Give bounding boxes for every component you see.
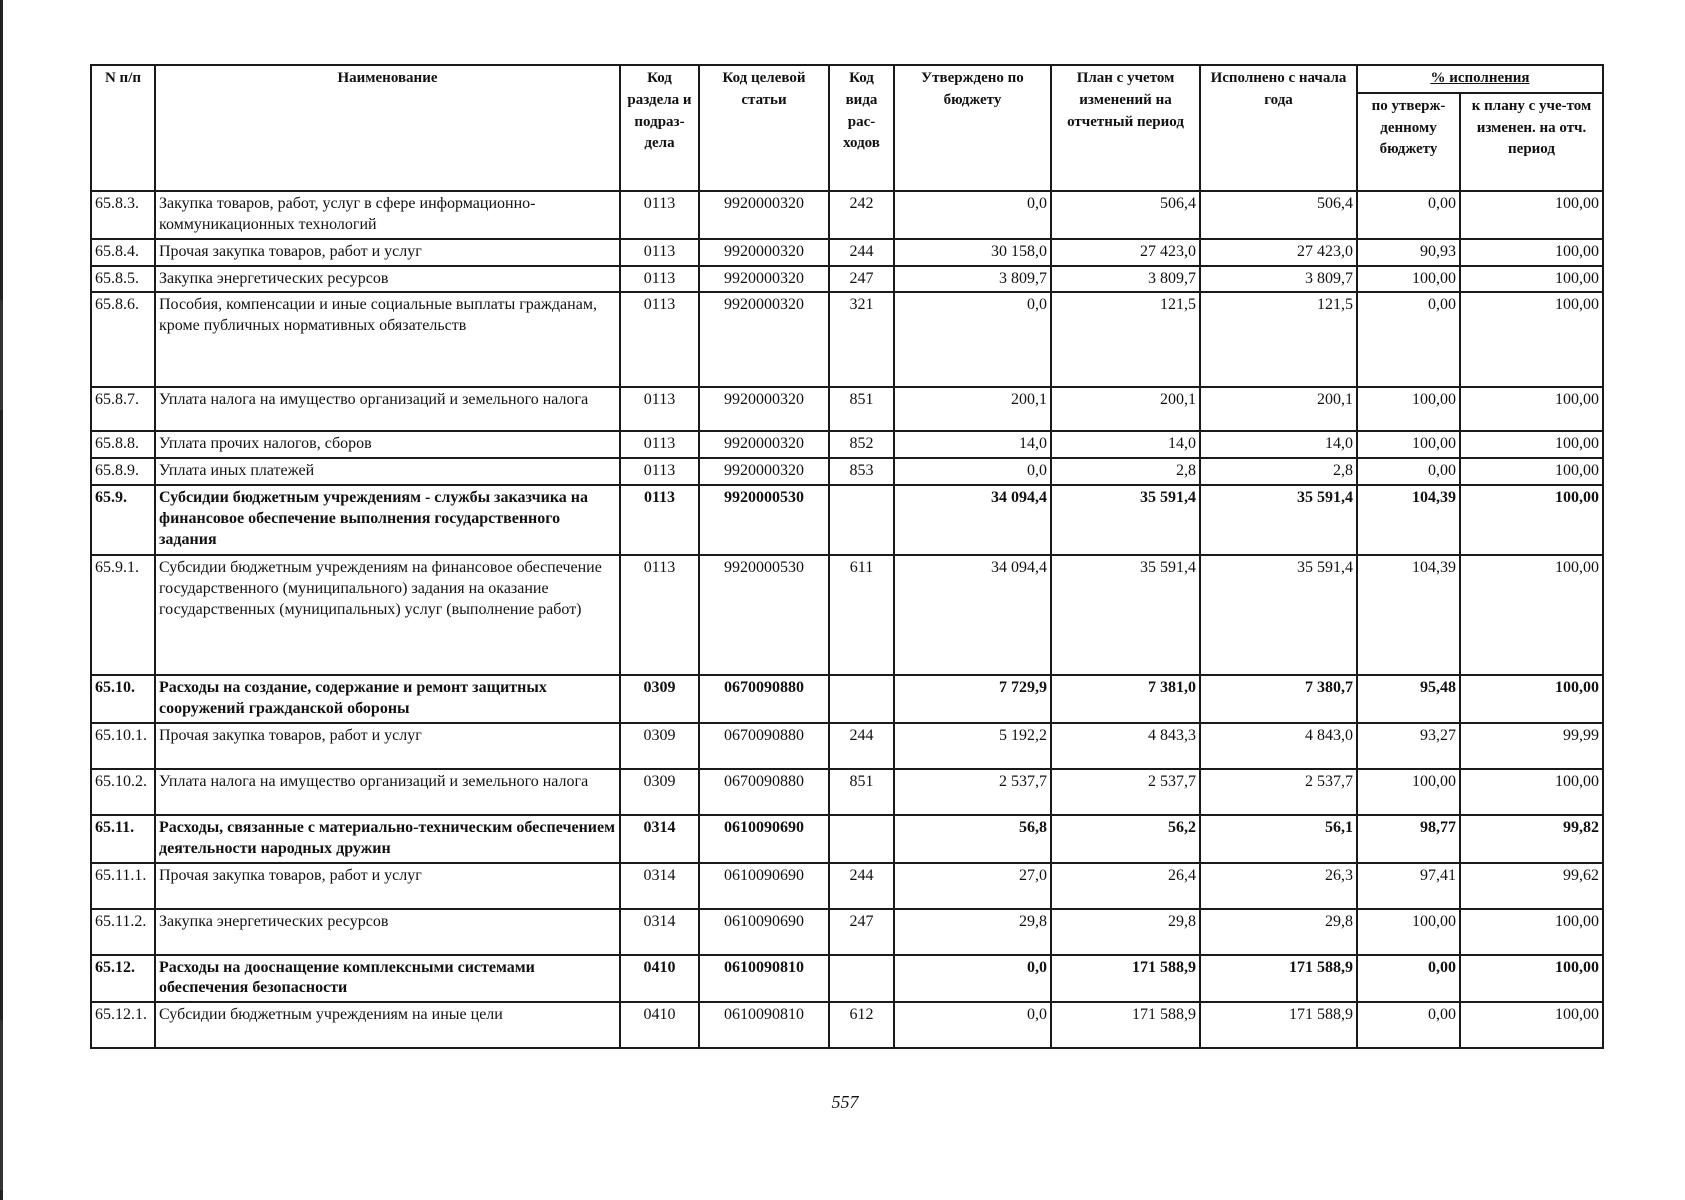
- header-plan: План с учетом изменений на отчетный период: [1051, 65, 1200, 191]
- row-pct-plan: 100,00: [1460, 1002, 1603, 1048]
- row-section-code: 0410: [620, 1002, 699, 1048]
- table-row: [91, 909, 1603, 955]
- table-row: [91, 815, 1603, 863]
- row-target-code: 9920000320: [699, 458, 829, 485]
- row-plan-amount: 3 809,7: [1051, 266, 1200, 293]
- row-target-code: 0610090810: [699, 955, 829, 1003]
- table-row: [91, 863, 1603, 909]
- row-expense-kind-code: 242: [829, 191, 894, 239]
- row-target-code: 9920000320: [699, 292, 829, 387]
- table-row: [91, 239, 1603, 266]
- table-header: [91, 65, 1603, 191]
- row-pct-budget: 0,00: [1357, 1002, 1460, 1048]
- table-row: [91, 292, 1603, 387]
- row-plan-amount: 29,8: [1051, 909, 1200, 955]
- row-pct-plan: 99,99: [1460, 723, 1603, 769]
- row-approved-amount: 30 158,0: [894, 239, 1051, 266]
- budget-execution-table: [90, 64, 1604, 1049]
- row-approved-amount: 34 094,4: [894, 555, 1051, 675]
- row-executed-amount: 7 380,7: [1200, 675, 1357, 723]
- row-name: Расходы на создание, содержание и ремонт защитных сооружений гражданской обороны: [155, 675, 620, 723]
- row-plan-amount: 14,0: [1051, 431, 1200, 458]
- row-target-code: 0670090880: [699, 675, 829, 723]
- header-expense-kind-code: Код вида рас-ходов: [829, 65, 894, 191]
- row-executed-amount: 121,5: [1200, 292, 1357, 387]
- row-approved-amount: 5 192,2: [894, 723, 1051, 769]
- row-section-code: 0314: [620, 815, 699, 863]
- row-section-code: 0113: [620, 431, 699, 458]
- row-pct-plan: 100,00: [1460, 458, 1603, 485]
- row-pct-budget: 90,93: [1357, 239, 1460, 266]
- table-row: [91, 387, 1603, 431]
- row-name: Расходы на дооснащение комплексными системами обеспечения безопасности: [155, 955, 620, 1003]
- row-approved-amount: 0,0: [894, 191, 1051, 239]
- row-pct-plan: 100,00: [1460, 485, 1603, 555]
- row-pct-plan: 100,00: [1460, 191, 1603, 239]
- row-expense-kind-code: 852: [829, 431, 894, 458]
- row-plan-amount: 2,8: [1051, 458, 1200, 485]
- header-section-code: Код раздела и подраз-дела: [620, 65, 699, 191]
- row-number: 65.9.: [91, 485, 155, 555]
- header-executed: Исполнено с начала года: [1200, 65, 1357, 191]
- row-pct-budget: 0,00: [1357, 191, 1460, 239]
- row-approved-amount: 200,1: [894, 387, 1051, 431]
- row-target-code: 0670090880: [699, 723, 829, 769]
- row-number: 65.12.1.: [91, 1002, 155, 1048]
- table-row: [91, 458, 1603, 485]
- row-name: Прочая закупка товаров, работ и услуг: [155, 863, 620, 909]
- row-expense-kind-code: 611: [829, 555, 894, 675]
- row-name: Уплата налога на имущество организаций и земельного налога: [155, 769, 620, 815]
- table-row: [91, 191, 1603, 239]
- table-body: [91, 191, 1603, 1048]
- row-approved-amount: 0,0: [894, 458, 1051, 485]
- header-execution-percent: % исполнения: [1357, 65, 1603, 93]
- row-expense-kind-code: 851: [829, 769, 894, 815]
- row-number: 65.11.2.: [91, 909, 155, 955]
- row-section-code: 0113: [620, 239, 699, 266]
- row-target-code: 9920000320: [699, 387, 829, 431]
- row-expense-kind-code: 244: [829, 863, 894, 909]
- row-section-code: 0309: [620, 675, 699, 723]
- row-name: Закупка товаров, работ, услуг в сфере информационно-коммуникационных технологий: [155, 191, 620, 239]
- table-row: [91, 485, 1603, 555]
- row-pct-budget: 98,77: [1357, 815, 1460, 863]
- row-plan-amount: 35 591,4: [1051, 555, 1200, 675]
- row-target-code: 0610090690: [699, 815, 829, 863]
- row-approved-amount: 56,8: [894, 815, 1051, 863]
- row-plan-amount: 35 591,4: [1051, 485, 1200, 555]
- row-number: 65.10.1.: [91, 723, 155, 769]
- row-expense-kind-code: [829, 675, 894, 723]
- row-section-code: 0113: [620, 485, 699, 555]
- row-executed-amount: 27 423,0: [1200, 239, 1357, 266]
- row-pct-budget: 104,39: [1357, 555, 1460, 675]
- row-pct-budget: 100,00: [1357, 431, 1460, 458]
- row-pct-plan: 100,00: [1460, 266, 1603, 293]
- row-name: Субсидии бюджетным учреждениям на финансовое обеспечение государственного (муниципального) задания на оказание государственных (муниципальных) услуг (выполнение работ): [155, 555, 620, 675]
- row-pct-budget: 100,00: [1357, 266, 1460, 293]
- row-target-code: 9920000320: [699, 431, 829, 458]
- row-name: Пособия, компенсации и иные социальные выплаты гражданам, кроме публичных нормативных обязательств: [155, 292, 620, 387]
- row-number: 65.8.3.: [91, 191, 155, 239]
- row-executed-amount: 4 843,0: [1200, 723, 1357, 769]
- row-section-code: 0113: [620, 555, 699, 675]
- row-approved-amount: 34 094,4: [894, 485, 1051, 555]
- row-approved-amount: 0,0: [894, 1002, 1051, 1048]
- row-name: Прочая закупка товаров, работ и услуг: [155, 723, 620, 769]
- row-target-code: 9920000320: [699, 191, 829, 239]
- row-expense-kind-code: 244: [829, 723, 894, 769]
- table-row: [91, 1002, 1603, 1048]
- row-approved-amount: 7 729,9: [894, 675, 1051, 723]
- row-number: 65.9.1.: [91, 555, 155, 675]
- header-name: Наименование: [155, 65, 620, 191]
- row-name: Закупка энергетических ресурсов: [155, 909, 620, 955]
- row-expense-kind-code: 851: [829, 387, 894, 431]
- row-section-code: 0113: [620, 292, 699, 387]
- row-section-code: 0113: [620, 266, 699, 293]
- row-expense-kind-code: 247: [829, 266, 894, 293]
- row-executed-amount: 26,3: [1200, 863, 1357, 909]
- row-pct-plan: 100,00: [1460, 769, 1603, 815]
- row-plan-amount: 7 381,0: [1051, 675, 1200, 723]
- row-number: 65.8.5.: [91, 266, 155, 293]
- row-pct-plan: 99,62: [1460, 863, 1603, 909]
- row-number: 65.8.8.: [91, 431, 155, 458]
- row-target-code: 0610090690: [699, 909, 829, 955]
- table-row: [91, 431, 1603, 458]
- row-expense-kind-code: 612: [829, 1002, 894, 1048]
- row-executed-amount: 506,4: [1200, 191, 1357, 239]
- row-plan-amount: 171 588,9: [1051, 955, 1200, 1003]
- row-plan-amount: 4 843,3: [1051, 723, 1200, 769]
- row-pct-budget: 0,00: [1357, 458, 1460, 485]
- row-pct-budget: 100,00: [1357, 909, 1460, 955]
- row-pct-budget: 93,27: [1357, 723, 1460, 769]
- row-target-code: 0610090690: [699, 863, 829, 909]
- row-number: 65.8.9.: [91, 458, 155, 485]
- row-executed-amount: 2 537,7: [1200, 769, 1357, 815]
- row-name: Субсидии бюджетным учреждениям на иные цели: [155, 1002, 620, 1048]
- row-number: 65.8.6.: [91, 292, 155, 387]
- row-plan-amount: 27 423,0: [1051, 239, 1200, 266]
- row-executed-amount: 3 809,7: [1200, 266, 1357, 293]
- row-target-code: 0610090810: [699, 1002, 829, 1048]
- row-expense-kind-code: [829, 485, 894, 555]
- row-plan-amount: 506,4: [1051, 191, 1200, 239]
- table-row: [91, 769, 1603, 815]
- row-approved-amount: 3 809,7: [894, 266, 1051, 293]
- row-pct-plan: 100,00: [1460, 675, 1603, 723]
- row-name: Прочая закупка товаров, работ и услуг: [155, 239, 620, 266]
- row-approved-amount: 2 537,7: [894, 769, 1051, 815]
- row-name: Уплата налога на имущество организаций и земельного налога: [155, 387, 620, 431]
- scan-artifact-mark: [0, 1020, 3, 1190]
- row-approved-amount: 29,8: [894, 909, 1051, 955]
- header-target-code: Код целевой статьи: [699, 65, 829, 191]
- row-pct-plan: 100,00: [1460, 387, 1603, 431]
- table-row: [91, 266, 1603, 293]
- row-section-code: 0314: [620, 909, 699, 955]
- row-number: 65.11.: [91, 815, 155, 863]
- row-target-code: 9920000530: [699, 555, 829, 675]
- row-pct-budget: 95,48: [1357, 675, 1460, 723]
- table-row: [91, 555, 1603, 675]
- row-section-code: 0314: [620, 863, 699, 909]
- row-plan-amount: 26,4: [1051, 863, 1200, 909]
- row-approved-amount: 27,0: [894, 863, 1051, 909]
- table-row: [91, 675, 1603, 723]
- row-pct-budget: 100,00: [1357, 387, 1460, 431]
- row-plan-amount: 56,2: [1051, 815, 1200, 863]
- row-expense-kind-code: [829, 955, 894, 1003]
- table-row: [91, 723, 1603, 769]
- row-pct-budget: 0,00: [1357, 955, 1460, 1003]
- row-pct-budget: 100,00: [1357, 769, 1460, 815]
- row-section-code: 0410: [620, 955, 699, 1003]
- row-name: Расходы, связанные с материально-техническим обеспечением деятельности народных дружин: [155, 815, 620, 863]
- row-number: 65.8.7.: [91, 387, 155, 431]
- row-section-code: 0113: [620, 191, 699, 239]
- row-target-code: 9920000320: [699, 266, 829, 293]
- row-expense-kind-code: 244: [829, 239, 894, 266]
- row-pct-plan: 100,00: [1460, 431, 1603, 458]
- table-row: [91, 955, 1603, 1003]
- row-pct-plan: 100,00: [1460, 555, 1603, 675]
- page-number: 557: [831, 1092, 859, 1112]
- row-plan-amount: 171 588,9: [1051, 1002, 1200, 1048]
- row-target-code: 9920000320: [699, 239, 829, 266]
- row-pct-plan: 100,00: [1460, 239, 1603, 266]
- row-approved-amount: 14,0: [894, 431, 1051, 458]
- row-plan-amount: 200,1: [1051, 387, 1200, 431]
- row-executed-amount: 35 591,4: [1200, 485, 1357, 555]
- header-approved: Утверждено по бюджету: [894, 65, 1051, 191]
- row-approved-amount: 0,0: [894, 955, 1051, 1003]
- row-pct-plan: 100,00: [1460, 292, 1603, 387]
- row-executed-amount: 35 591,4: [1200, 555, 1357, 675]
- header-pct-budget: по утверж-денному бюджету: [1357, 93, 1460, 191]
- row-pct-budget: 104,39: [1357, 485, 1460, 555]
- budget-report-sheet: [90, 64, 1604, 1049]
- row-pct-budget: 0,00: [1357, 292, 1460, 387]
- row-name: Уплата прочих налогов, сборов: [155, 431, 620, 458]
- row-number: 65.10.2.: [91, 769, 155, 815]
- row-expense-kind-code: [829, 815, 894, 863]
- row-expense-kind-code: 247: [829, 909, 894, 955]
- row-executed-amount: 200,1: [1200, 387, 1357, 431]
- row-number: 65.10.: [91, 675, 155, 723]
- scan-artifact-mark: [0, 300, 3, 410]
- row-number: 65.12.: [91, 955, 155, 1003]
- row-target-code: 0670090880: [699, 769, 829, 815]
- row-section-code: 0113: [620, 387, 699, 431]
- row-executed-amount: 171 588,9: [1200, 955, 1357, 1003]
- row-expense-kind-code: 853: [829, 458, 894, 485]
- row-plan-amount: 2 537,7: [1051, 769, 1200, 815]
- row-section-code: 0309: [620, 723, 699, 769]
- row-plan-amount: 121,5: [1051, 292, 1200, 387]
- row-name: Закупка энергетических ресурсов: [155, 266, 620, 293]
- row-expense-kind-code: 321: [829, 292, 894, 387]
- row-executed-amount: 14,0: [1200, 431, 1357, 458]
- row-executed-amount: 171 588,9: [1200, 1002, 1357, 1048]
- row-pct-plan: 99,82: [1460, 815, 1603, 863]
- row-number: 65.8.4.: [91, 239, 155, 266]
- header-pct-plan: к плану с уче-том изменен. на отч. период: [1460, 93, 1603, 191]
- row-executed-amount: 2,8: [1200, 458, 1357, 485]
- row-pct-plan: 100,00: [1460, 909, 1603, 955]
- row-name: Уплата иных платежей: [155, 458, 620, 485]
- row-section-code: 0309: [620, 769, 699, 815]
- header-num: N п/п: [91, 65, 155, 191]
- row-approved-amount: 0,0: [894, 292, 1051, 387]
- row-name: Субсидии бюджетным учреждениям - службы заказчика на финансовое обеспечение выполнения государственного задания: [155, 485, 620, 555]
- row-executed-amount: 29,8: [1200, 909, 1357, 955]
- row-section-code: 0113: [620, 458, 699, 485]
- row-executed-amount: 56,1: [1200, 815, 1357, 863]
- row-number: 65.11.1.: [91, 863, 155, 909]
- row-pct-plan: 100,00: [1460, 955, 1603, 1003]
- row-target-code: 9920000530: [699, 485, 829, 555]
- row-pct-budget: 97,41: [1357, 863, 1460, 909]
